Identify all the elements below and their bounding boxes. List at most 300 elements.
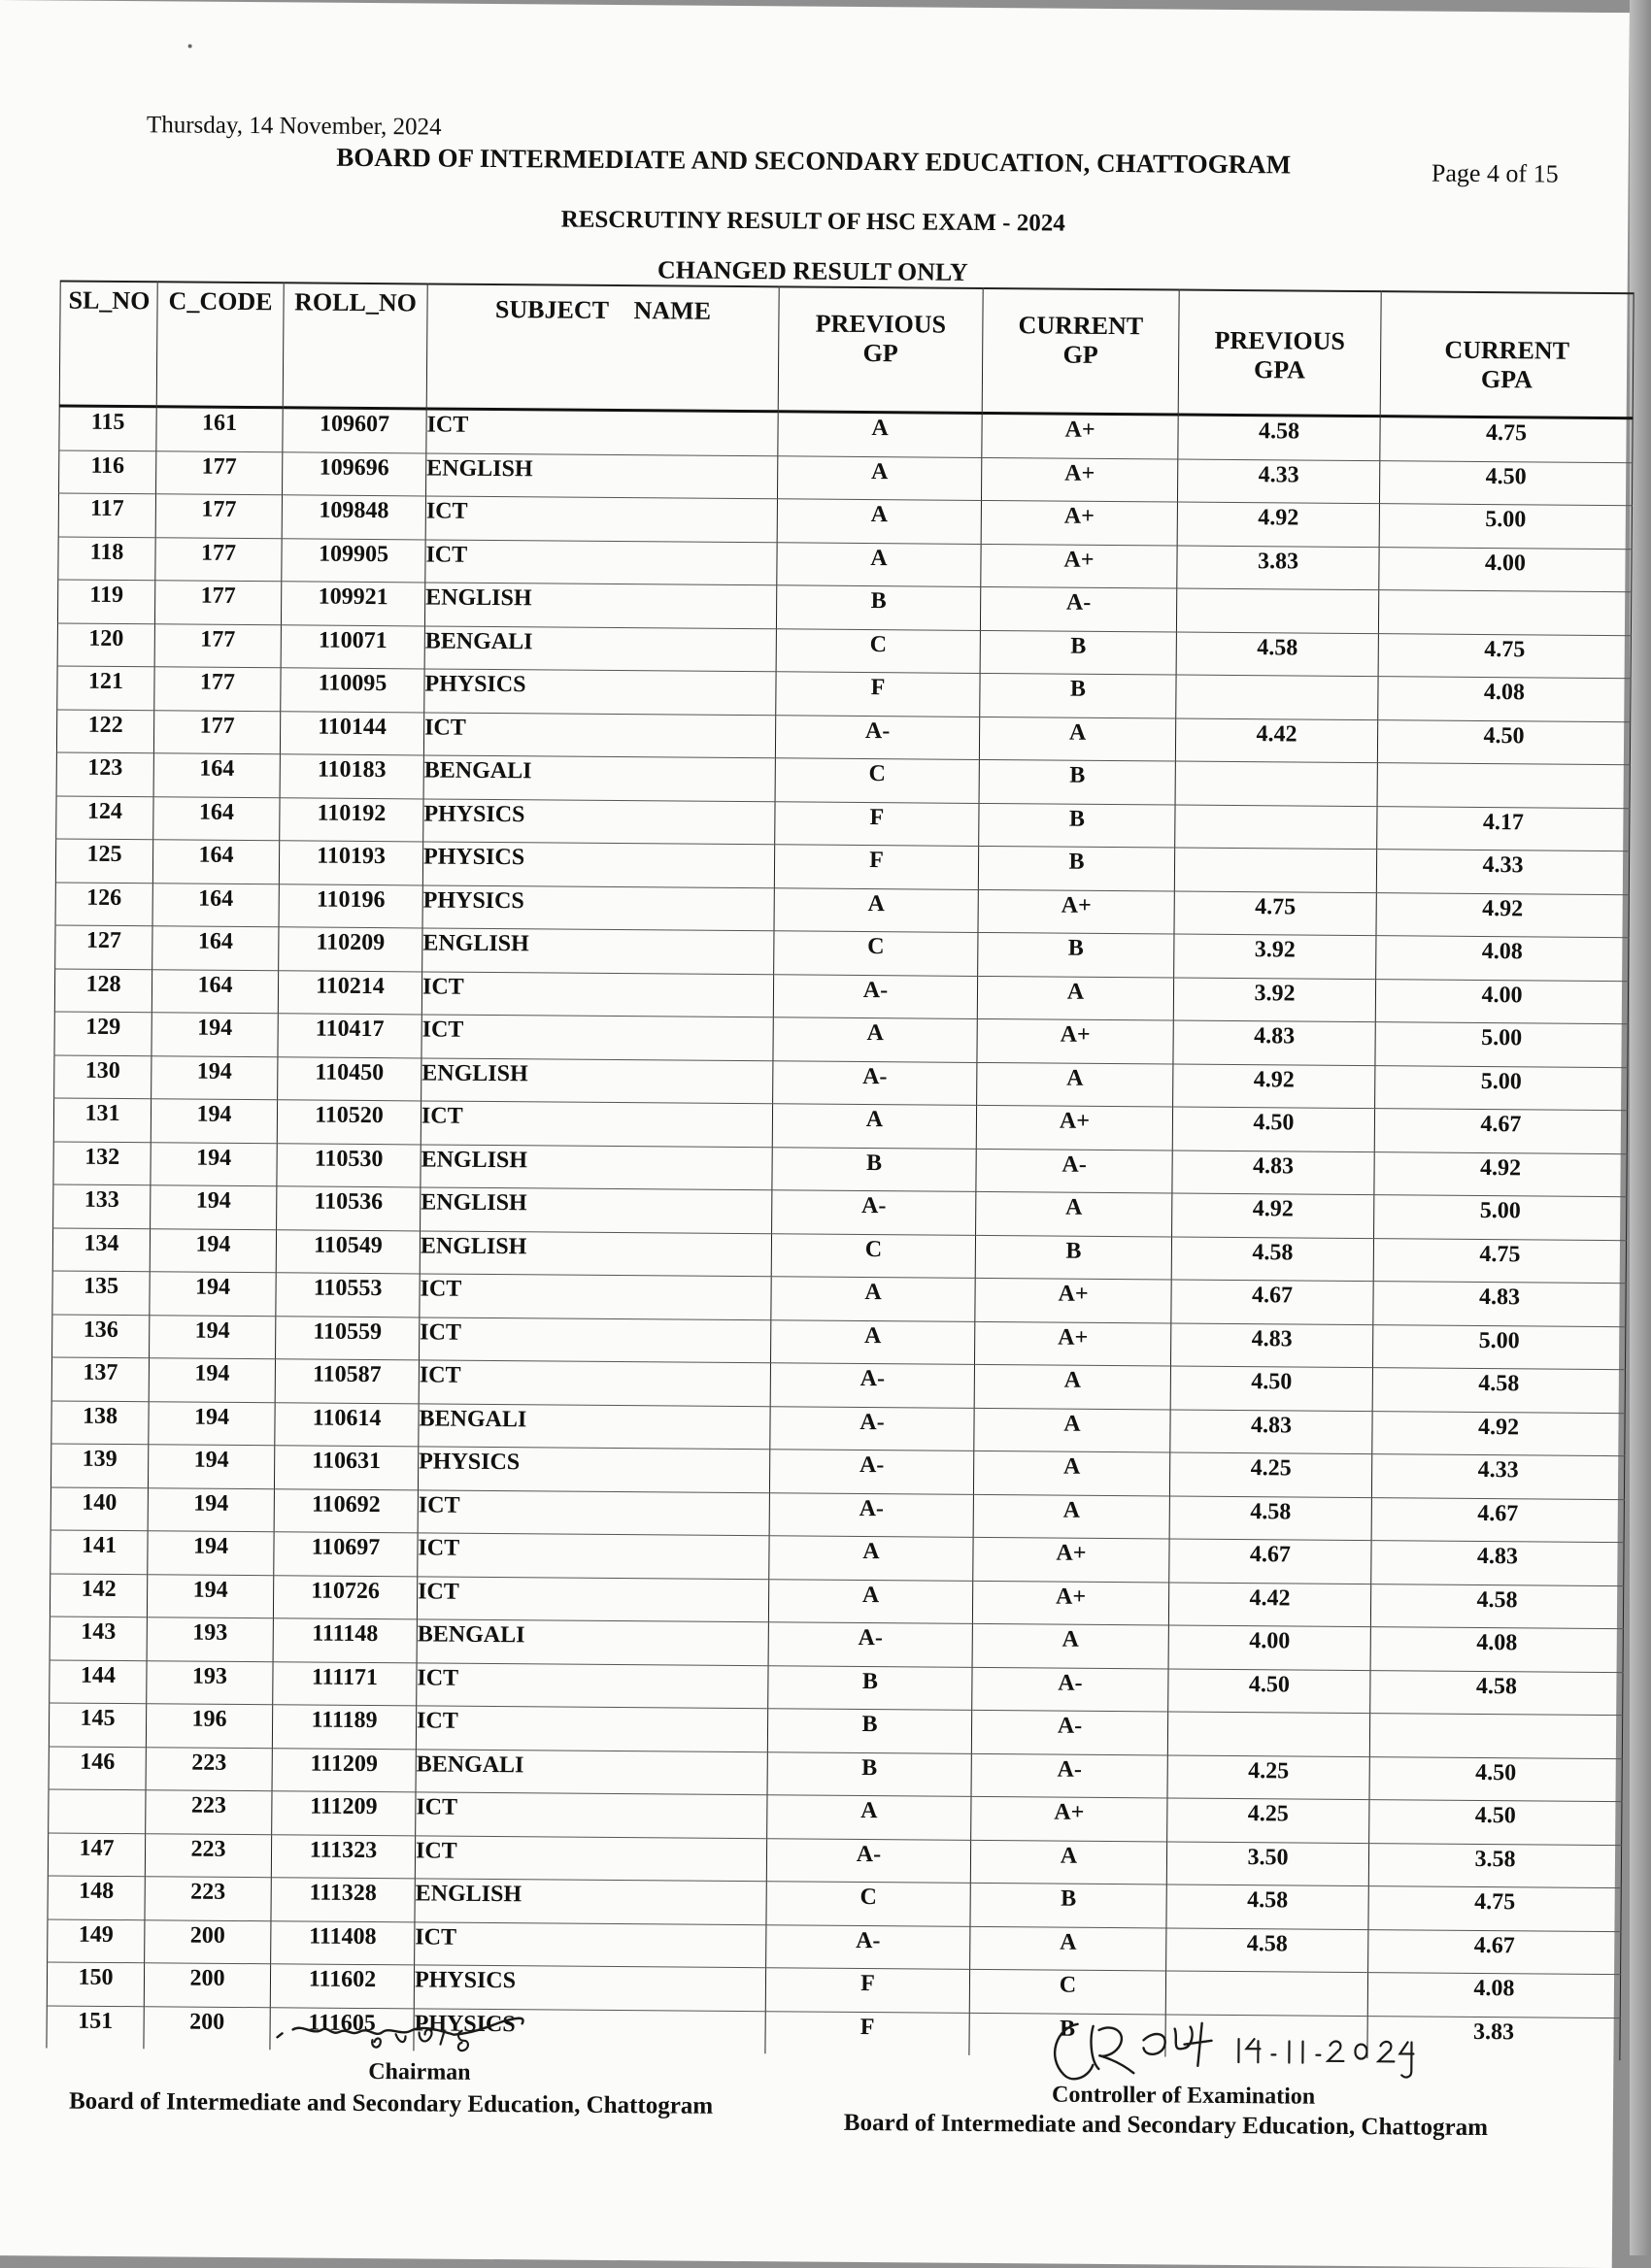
previous-gp-cell: A- bbox=[768, 1622, 972, 1667]
current-gp-cell: A bbox=[972, 1623, 1168, 1668]
current-gp-cell: C bbox=[969, 1969, 1165, 2014]
sl-no-cell: 120 bbox=[57, 622, 154, 666]
current-gp-cell: A+ bbox=[972, 1581, 1168, 1625]
chairman-title: Chairman bbox=[368, 2059, 471, 2085]
current-gpa-cell: 4.75 bbox=[1378, 633, 1631, 679]
subject-cell: PHYSICS bbox=[414, 1965, 765, 2011]
previous-gpa-cell: 4.58 bbox=[1178, 415, 1380, 460]
c-code-cell: 194 bbox=[149, 1358, 275, 1403]
previous-gp-cell: B bbox=[772, 1147, 976, 1191]
header-current-gp-line1: CURRENT bbox=[1018, 311, 1144, 341]
previous-gp-cell: A bbox=[777, 455, 981, 500]
roll-no-cell: 110183 bbox=[280, 754, 423, 799]
previous-gpa-cell: 4.50 bbox=[1170, 1366, 1372, 1411]
sl-no-cell: 123 bbox=[56, 752, 153, 796]
sl-no-cell: 131 bbox=[53, 1098, 151, 1142]
previous-gp-cell: F bbox=[765, 1968, 969, 2013]
subject-cell: BENGALI bbox=[424, 625, 776, 671]
sl-no-cell: 132 bbox=[53, 1141, 151, 1184]
previous-gp-cell: A- bbox=[769, 1492, 973, 1537]
current-gpa-cell: 4.58 bbox=[1370, 1584, 1623, 1629]
c-code-cell: 177 bbox=[154, 581, 281, 625]
current-gpa-cell: 4.00 bbox=[1375, 979, 1628, 1024]
previous-gp-cell: C bbox=[771, 1233, 975, 1278]
current-gp-cell: A+ bbox=[981, 544, 1177, 588]
previous-gpa-cell: 3.92 bbox=[1173, 978, 1375, 1022]
sl-no-cell: 121 bbox=[57, 666, 154, 710]
subject-cell: ENGLISH bbox=[421, 1144, 772, 1189]
sl-no-cell: 129 bbox=[54, 1012, 152, 1055]
c-code-cell: 177 bbox=[155, 494, 282, 539]
current-gp-cell: B bbox=[979, 759, 1175, 804]
previous-gp-cell: B bbox=[767, 1709, 971, 1753]
current-gpa-cell: 5.00 bbox=[1375, 1065, 1628, 1111]
subject-cell: ENGLISH bbox=[421, 1187, 772, 1233]
roll-no-cell: 111171 bbox=[273, 1661, 417, 1706]
previous-gp-cell: A bbox=[777, 542, 981, 586]
previous-gp-cell: A bbox=[768, 1579, 972, 1623]
current-gpa-cell: 5.00 bbox=[1379, 504, 1632, 550]
previous-gpa-cell bbox=[1165, 1971, 1367, 2016]
previous-gp-cell: A- bbox=[775, 715, 979, 759]
previous-gpa-cell: 4.83 bbox=[1170, 1410, 1372, 1454]
subject-cell: ENGLISH bbox=[424, 583, 776, 628]
subject-cell: PHYSICS bbox=[423, 798, 775, 844]
c-code-cell: 194 bbox=[149, 1401, 275, 1446]
roll-no-cell: 110214 bbox=[278, 970, 421, 1015]
subject-cell: ICT bbox=[425, 539, 777, 584]
subject-cell: ICT bbox=[416, 1706, 767, 1751]
roll-no-cell: 110450 bbox=[278, 1056, 421, 1101]
previous-gpa-cell: 4.83 bbox=[1172, 1151, 1374, 1195]
sl-no-cell: 148 bbox=[48, 1876, 145, 1919]
previous-gp-cell: A- bbox=[769, 1450, 973, 1494]
previous-gpa-cell: 4.58 bbox=[1169, 1496, 1371, 1541]
c-code-cell: 177 bbox=[153, 710, 280, 754]
c-code-cell: 194 bbox=[151, 1142, 277, 1186]
sl-no-cell: 138 bbox=[51, 1400, 149, 1444]
sl-no-cell: 115 bbox=[59, 406, 156, 450]
subject-cell: ENGLISH bbox=[426, 452, 778, 498]
current-gp-cell: A+ bbox=[973, 1537, 1169, 1582]
sl-no-cell: 135 bbox=[52, 1271, 150, 1315]
previous-gp-cell: B bbox=[767, 1751, 971, 1796]
previous-gp-cell: C bbox=[766, 1882, 970, 1926]
previous-gpa-cell: 4.25 bbox=[1167, 1754, 1369, 1799]
current-gp-cell: A bbox=[974, 1364, 1170, 1409]
sl-no-cell bbox=[49, 1789, 146, 1833]
c-code-cell: 194 bbox=[147, 1574, 273, 1618]
sl-no-cell: 134 bbox=[52, 1227, 150, 1271]
current-gp-cell: A+ bbox=[971, 1796, 1167, 1841]
c-code-cell: 164 bbox=[153, 796, 280, 841]
previous-gp-cell: C bbox=[775, 758, 979, 803]
sl-no-cell: 126 bbox=[55, 882, 152, 925]
previous-gpa-cell: 4.58 bbox=[1171, 1237, 1373, 1282]
current-gp-cell: B bbox=[969, 2013, 1165, 2057]
page-number: Page 4 of 15 bbox=[1431, 158, 1559, 188]
roll-no-cell: 111148 bbox=[273, 1618, 417, 1663]
current-gp-cell: A+ bbox=[977, 1018, 1173, 1063]
previous-gp-cell: A bbox=[772, 1104, 976, 1149]
sl-no-cell: 130 bbox=[54, 1054, 152, 1098]
previous-gpa-cell: 4.58 bbox=[1176, 632, 1378, 677]
current-gpa-cell: 4.67 bbox=[1368, 1929, 1621, 1975]
current-gpa-cell: 4.50 bbox=[1369, 1756, 1622, 1802]
previous-gp-cell: F bbox=[774, 845, 978, 889]
previous-gpa-cell: 4.50 bbox=[1168, 1669, 1370, 1714]
header-current-gp-line2: GP bbox=[1062, 340, 1098, 369]
current-gp-cell: B bbox=[970, 1883, 1166, 1927]
previous-gpa-cell: 3.92 bbox=[1174, 934, 1376, 979]
roll-no-cell: 109607 bbox=[283, 408, 426, 453]
current-gpa-cell: 4.83 bbox=[1373, 1282, 1626, 1327]
sl-no-cell: 143 bbox=[50, 1617, 147, 1660]
roll-no-cell: 109848 bbox=[282, 495, 425, 540]
current-gp-cell: A+ bbox=[974, 1321, 1170, 1366]
current-gpa-cell: 5.00 bbox=[1375, 1022, 1628, 1068]
roll-no-cell: 110196 bbox=[279, 884, 422, 928]
current-gpa-cell: 4.33 bbox=[1376, 850, 1629, 895]
current-gp-cell: A+ bbox=[982, 413, 1178, 458]
previous-gp-cell: A bbox=[774, 887, 978, 932]
current-gp-cell: A+ bbox=[976, 1105, 1172, 1150]
previous-gpa-cell: 4.00 bbox=[1168, 1625, 1370, 1670]
header-c-code: C_CODE bbox=[156, 282, 284, 408]
roll-no-cell: 110553 bbox=[276, 1273, 420, 1317]
sl-no-cell: 116 bbox=[59, 450, 156, 493]
header-previous-gp-line2: GP bbox=[862, 338, 898, 368]
result-table-body bbox=[47, 406, 1633, 2060]
previous-gp-cell: F bbox=[765, 2011, 969, 2055]
previous-gpa-cell bbox=[1176, 675, 1378, 719]
result-subtitle: CHANGED RESULT ONLY bbox=[657, 255, 968, 286]
sl-no-cell: 140 bbox=[51, 1486, 148, 1530]
c-code-cell: 223 bbox=[145, 1877, 271, 1921]
current-gp-cell: B bbox=[978, 846, 1174, 890]
current-gp-cell: A+ bbox=[981, 500, 1177, 545]
subject-cell: ICT bbox=[423, 712, 775, 757]
previous-gp-cell: F bbox=[776, 672, 980, 717]
roll-no-cell: 111408 bbox=[271, 1920, 415, 1965]
previous-gp-cell: A bbox=[778, 412, 982, 457]
current-gp-cell: A- bbox=[980, 586, 1176, 631]
current-gp-cell: A bbox=[970, 1840, 1166, 1884]
subject-cell: ICT bbox=[417, 1576, 768, 1621]
current-gpa-cell: 4.75 bbox=[1380, 417, 1633, 463]
previous-gpa-cell: 4.67 bbox=[1169, 1539, 1371, 1584]
sl-no-cell: 117 bbox=[58, 493, 155, 537]
previous-gpa-cell: 4.25 bbox=[1169, 1452, 1371, 1497]
previous-gpa-cell: 4.25 bbox=[1167, 1798, 1369, 1843]
c-code-cell: 194 bbox=[150, 1272, 276, 1317]
current-gpa-cell: 4.08 bbox=[1370, 1627, 1623, 1673]
subject-cell: BENGALI bbox=[417, 1619, 768, 1665]
c-code-cell: 194 bbox=[152, 1013, 278, 1057]
header-previous-gpa-line1: PREVIOUS bbox=[1214, 325, 1346, 355]
previous-gpa-cell: 3.83 bbox=[1177, 546, 1379, 590]
subject-cell: BENGALI bbox=[423, 755, 775, 801]
c-code-cell: 223 bbox=[146, 1747, 272, 1791]
sl-no-cell: 147 bbox=[48, 1832, 145, 1876]
subject-cell: ENGLISH bbox=[422, 928, 774, 974]
c-code-cell: 194 bbox=[151, 1185, 277, 1230]
current-gpa-cell: 5.00 bbox=[1374, 1195, 1627, 1241]
subject-cell: PHYSICS bbox=[414, 2008, 765, 2053]
c-code-cell: 164 bbox=[152, 883, 279, 927]
current-gp-cell: A bbox=[977, 1062, 1173, 1107]
current-gpa-cell: 4.58 bbox=[1372, 1368, 1625, 1414]
c-code-cell: 200 bbox=[145, 1919, 271, 1964]
current-gpa-cell: 3.58 bbox=[1368, 1843, 1621, 1888]
c-code-cell: 194 bbox=[152, 1055, 278, 1100]
sl-no-cell: 139 bbox=[51, 1444, 148, 1487]
sl-no-cell: 124 bbox=[56, 795, 153, 839]
header-previous-gp bbox=[778, 286, 983, 413]
previous-gpa-cell: 4.92 bbox=[1173, 1064, 1375, 1109]
current-gp-cell: B bbox=[980, 630, 1176, 675]
subject-cell: ICT bbox=[416, 1792, 767, 1838]
header-roll-no: ROLL_NO bbox=[283, 283, 427, 409]
roll-no-cell: 109921 bbox=[281, 582, 424, 626]
sl-no-cell: 141 bbox=[51, 1530, 148, 1574]
previous-gpa-cell bbox=[1176, 588, 1378, 633]
previous-gp-cell: A- bbox=[770, 1363, 974, 1408]
previous-gp-cell: A- bbox=[766, 1838, 970, 1883]
current-gpa-cell: 4.75 bbox=[1368, 1886, 1621, 1932]
current-gp-cell: A- bbox=[971, 1710, 1167, 1754]
current-gpa-cell: 5.00 bbox=[1372, 1324, 1625, 1370]
current-gpa-cell: 4.75 bbox=[1373, 1238, 1626, 1284]
controller-title: Controller of Examination bbox=[1051, 2082, 1316, 2110]
subject-cell: ICT bbox=[415, 1835, 766, 1881]
sl-no-cell: 145 bbox=[49, 1703, 146, 1747]
current-gpa-cell: 4.08 bbox=[1376, 936, 1629, 982]
c-code-cell: 200 bbox=[144, 1963, 270, 2008]
roll-no-cell: 111328 bbox=[271, 1878, 415, 1922]
header-current-gp bbox=[982, 288, 1179, 415]
header-previous-gpa-line2: GPA bbox=[1253, 355, 1306, 384]
result-table bbox=[46, 280, 1634, 2060]
current-gpa-cell: 4.08 bbox=[1367, 1973, 1620, 2018]
current-gpa-cell: 4.50 bbox=[1377, 719, 1630, 765]
current-gp-cell: A bbox=[977, 976, 1173, 1020]
c-code-cell: 161 bbox=[156, 407, 283, 452]
roll-no-cell: 110520 bbox=[277, 1100, 421, 1145]
c-code-cell: 194 bbox=[148, 1445, 274, 1489]
roll-no-cell: 110559 bbox=[276, 1316, 420, 1360]
roll-no-cell: 110587 bbox=[275, 1359, 419, 1404]
subject-cell: ICT bbox=[425, 496, 777, 542]
previous-gpa-cell: 4.42 bbox=[1175, 718, 1377, 763]
roll-no-cell: 111189 bbox=[272, 1705, 416, 1750]
current-gpa-cell: 4.50 bbox=[1379, 460, 1632, 506]
c-code-cell: 194 bbox=[150, 1315, 276, 1359]
previous-gp-cell: F bbox=[775, 801, 979, 846]
roll-no-cell: 110530 bbox=[277, 1143, 421, 1187]
current-gpa-cell: 4.08 bbox=[1378, 677, 1631, 722]
subject-cell: PHYSICS bbox=[424, 669, 776, 715]
current-gpa-cell: 4.67 bbox=[1374, 1109, 1627, 1154]
c-code-cell: 194 bbox=[150, 1228, 276, 1273]
subject-cell: ENGLISH bbox=[421, 1057, 773, 1103]
table-header-row bbox=[59, 281, 1634, 417]
subject-cell: ICT bbox=[418, 1533, 769, 1579]
sl-no-cell: 125 bbox=[55, 839, 152, 883]
previous-gpa-cell: 4.33 bbox=[1177, 459, 1379, 504]
previous-gp-cell: A bbox=[777, 499, 981, 544]
roll-no-cell: 110209 bbox=[279, 927, 422, 972]
subject-cell: ICT bbox=[420, 1317, 771, 1362]
previous-gpa-cell: 4.83 bbox=[1173, 1020, 1375, 1065]
subject-cell: ICT bbox=[417, 1662, 768, 1708]
header-current-gpa-line2: GPA bbox=[1480, 364, 1533, 394]
previous-gpa-cell bbox=[1175, 805, 1377, 850]
current-gpa-cell: 3.83 bbox=[1367, 2016, 1620, 2060]
roll-no-cell: 111605 bbox=[270, 2007, 414, 2051]
previous-gpa-cell: 4.92 bbox=[1177, 502, 1379, 547]
current-gpa-cell: 4.92 bbox=[1376, 892, 1629, 938]
subject-cell: ICT bbox=[420, 1274, 771, 1319]
current-gpa-cell: 4.00 bbox=[1379, 547, 1632, 592]
roll-no-cell: 110697 bbox=[274, 1532, 418, 1577]
subject-cell: ICT bbox=[426, 409, 778, 455]
c-code-cell: 194 bbox=[151, 1099, 277, 1144]
roll-no-cell: 111209 bbox=[272, 1791, 416, 1836]
roll-no-cell: 110192 bbox=[280, 797, 423, 842]
current-gpa-cell: 4.58 bbox=[1370, 1670, 1623, 1716]
previous-gpa-cell bbox=[1174, 848, 1376, 892]
previous-gp-cell: A bbox=[769, 1536, 973, 1581]
roll-no-cell: 110614 bbox=[275, 1402, 419, 1447]
exam-title: RESCRUTINY RESULT OF HSC EXAM - 2024 bbox=[560, 206, 1065, 237]
current-gpa-cell: 4.92 bbox=[1372, 1411, 1625, 1456]
sl-no-cell: 136 bbox=[52, 1314, 150, 1357]
previous-gp-cell: A- bbox=[772, 1190, 976, 1235]
subject-cell: ICT bbox=[415, 1921, 766, 1967]
sl-no-cell: 149 bbox=[48, 1918, 145, 1962]
previous-gpa-cell: 4.75 bbox=[1174, 891, 1376, 936]
header-previous-gpa bbox=[1178, 290, 1381, 417]
roll-no-cell: 110095 bbox=[281, 668, 424, 713]
previous-gp-cell: B bbox=[776, 585, 980, 630]
subject-cell: ICT bbox=[421, 971, 773, 1017]
c-code-cell: 164 bbox=[152, 969, 278, 1014]
current-gp-cell: A- bbox=[972, 1667, 1168, 1712]
previous-gpa-cell: 4.58 bbox=[1166, 1927, 1368, 1972]
current-gp-cell: A bbox=[973, 1494, 1169, 1539]
current-gp-cell: A+ bbox=[978, 889, 1174, 934]
current-gp-cell: B bbox=[978, 932, 1174, 977]
current-gpa-cell: 4.50 bbox=[1369, 1800, 1622, 1846]
roll-no-cell: 111209 bbox=[272, 1748, 416, 1792]
subject-cell: BENGALI bbox=[419, 1403, 770, 1449]
current-gpa-cell bbox=[1369, 1714, 1622, 1759]
previous-gpa-cell: 3.50 bbox=[1166, 1841, 1368, 1885]
current-gp-cell: B bbox=[979, 803, 1175, 848]
roll-no-cell: 111602 bbox=[270, 1964, 414, 2009]
chairman-board: Board of Intermediate and Secondary Education, Chattogram bbox=[68, 2087, 714, 2119]
sl-no-cell: 128 bbox=[54, 968, 152, 1012]
sl-no-cell: 127 bbox=[55, 925, 152, 969]
previous-gp-cell: A bbox=[767, 1795, 971, 1840]
subject-cell: ICT bbox=[419, 1360, 770, 1406]
c-code-cell: 193 bbox=[147, 1618, 273, 1662]
previous-gp-cell: A bbox=[770, 1319, 974, 1364]
current-gp-cell: A bbox=[979, 717, 1175, 761]
subject-cell: PHYSICS bbox=[418, 1447, 769, 1492]
roll-no-cell: 110193 bbox=[279, 841, 422, 885]
c-code-cell: 223 bbox=[145, 1833, 271, 1878]
current-gpa-cell: 4.92 bbox=[1374, 1151, 1627, 1197]
previous-gp-cell: C bbox=[774, 931, 978, 976]
subject-cell: ENGLISH bbox=[415, 1879, 766, 1924]
subject-cell: BENGALI bbox=[416, 1749, 767, 1794]
current-gp-cell: A+ bbox=[975, 1278, 1171, 1322]
sl-no-cell: 151 bbox=[47, 2005, 144, 2049]
current-gp-cell: A+ bbox=[981, 457, 1177, 502]
current-gpa-cell: 4.83 bbox=[1371, 1541, 1624, 1586]
roll-no-cell: 110726 bbox=[273, 1575, 417, 1619]
previous-gp-cell: A bbox=[771, 1277, 975, 1321]
current-gpa-cell bbox=[1378, 590, 1631, 636]
current-gpa-cell: 4.33 bbox=[1371, 1454, 1624, 1500]
current-gp-cell: B bbox=[980, 673, 1176, 717]
roll-no-cell: 110536 bbox=[277, 1186, 421, 1231]
current-gpa-cell bbox=[1377, 763, 1630, 809]
previous-gp-cell: B bbox=[768, 1665, 972, 1710]
header-current-gpa-line1: CURRENT bbox=[1444, 335, 1570, 365]
c-code-cell: 200 bbox=[144, 2006, 270, 2050]
sl-no-cell: 137 bbox=[51, 1357, 149, 1401]
previous-gpa-cell: 4.83 bbox=[1170, 1323, 1372, 1368]
roll-no-cell: 110417 bbox=[278, 1014, 421, 1058]
subject-cell: ICT bbox=[421, 1101, 772, 1147]
subject-cell: ENGLISH bbox=[420, 1230, 771, 1276]
sl-no-cell: 122 bbox=[56, 709, 153, 752]
c-code-cell: 194 bbox=[148, 1487, 274, 1532]
current-gp-cell: A bbox=[970, 1926, 1166, 1971]
controller-board: Board of Intermediate and Secondary Education, Chattogram bbox=[843, 2109, 1489, 2142]
previous-gp-cell: A bbox=[773, 1017, 977, 1062]
current-gpa-cell: 4.67 bbox=[1371, 1497, 1624, 1543]
roll-no-cell: 110631 bbox=[274, 1446, 418, 1490]
roll-no-cell: 111323 bbox=[271, 1834, 415, 1879]
header-previous-gp-line1: PREVIOUS bbox=[815, 309, 947, 339]
c-code-cell: 164 bbox=[152, 840, 279, 884]
c-code-cell: 164 bbox=[152, 926, 279, 971]
previous-gp-cell: A- bbox=[766, 1924, 970, 1969]
sl-no-cell: 133 bbox=[53, 1184, 151, 1228]
c-code-cell: 177 bbox=[156, 450, 283, 495]
subject-cell: PHYSICS bbox=[422, 884, 774, 930]
sl-no-cell: 150 bbox=[47, 1962, 144, 2006]
roll-no-cell: 110144 bbox=[280, 711, 423, 755]
roll-no-cell: 109905 bbox=[282, 538, 425, 583]
sl-no-cell: 142 bbox=[50, 1573, 147, 1617]
current-gp-cell: A- bbox=[976, 1149, 1172, 1193]
c-code-cell: 194 bbox=[148, 1531, 274, 1576]
previous-gp-cell: C bbox=[776, 628, 980, 673]
c-code-cell: 177 bbox=[154, 623, 281, 668]
c-code-cell: 177 bbox=[154, 667, 281, 712]
scan-speck bbox=[188, 45, 192, 49]
previous-gp-cell: A- bbox=[773, 1060, 977, 1105]
current-gp-cell: A- bbox=[971, 1753, 1167, 1798]
c-code-cell: 223 bbox=[146, 1790, 272, 1835]
sl-no-cell: 144 bbox=[50, 1659, 147, 1703]
sl-no-cell: 118 bbox=[58, 536, 155, 580]
